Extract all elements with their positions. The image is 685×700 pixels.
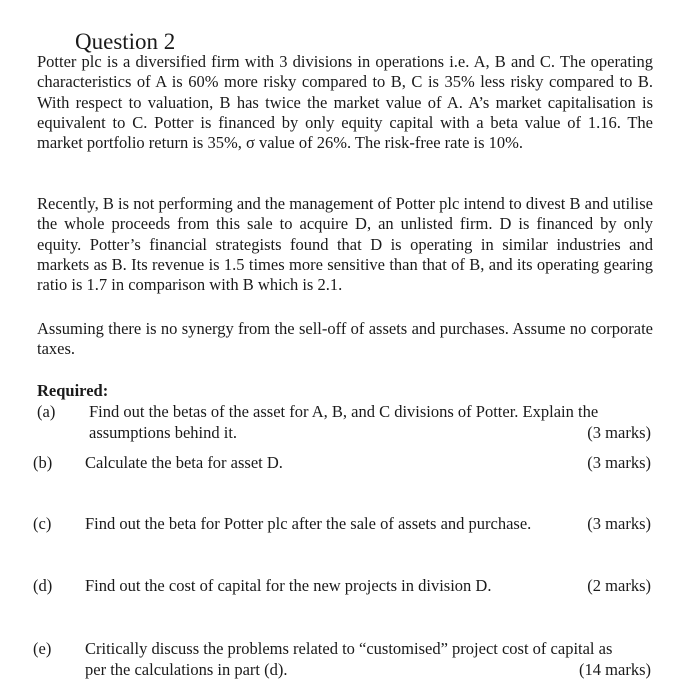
question-marks: (3 marks)	[587, 423, 651, 442]
question-text-line2: assumptions behind it.	[89, 423, 238, 442]
question-letter: (c)	[33, 514, 52, 533]
question-text-line1: Find out the betas of the asset for A, B, and C divisions of Potter. Explain the	[89, 402, 599, 421]
question-text: Calculate the beta for asset D.	[85, 453, 283, 472]
question-letter: (e)	[33, 639, 52, 658]
scenario-paragraph-2: Recently, B is not performing and the management of Potter plc intend to divest B and utilise the whole proceeds from this sale to acquire D, an unlisted firm. D is financed by only equity. Potter’s financial strategists found that D is operating in similar industries and markets as B. Its revenue is 1.5 times more sensitive than that of B, and its operating gearing ratio is 1.7 in comparison with B which is 2.1.	[37, 194, 653, 295]
question-letter: (b)	[33, 453, 53, 472]
required-heading: Required:	[37, 381, 109, 400]
question-text-line1: Critically discuss the problems related to “customised” project cost of capital as	[85, 639, 613, 658]
question-marks: (14 marks)	[579, 660, 651, 679]
question-text-line2: per the calculations in part (d).	[85, 660, 288, 679]
question-marks: (3 marks)	[587, 453, 651, 472]
question-marks: (3 marks)	[587, 514, 651, 533]
question-marks: (2 marks)	[587, 576, 651, 595]
question-title: Question 2	[75, 29, 176, 54]
assumptions-paragraph: Assuming there is no synergy from the sell-off of assets and purchases. Assume no corporate taxes.	[37, 319, 653, 359]
scenario-paragraph-1: Potter plc is a diversified firm with 3 divisions in operations i.e. A, B and C. The operating characteristics of A is 60% more risky compared to B, C is 35% less risky compared to B. With respect to valuation, B has twice the market value of A. A’s market capitalisation is equivalent to C. Potter is financed by only equity capital with a beta value of 1.16. The market portfolio return is 35%, σ value of 26%. The risk-free rate is 10%.	[37, 52, 653, 153]
question-letter: (a)	[37, 402, 56, 421]
question-text: Find out the beta for Potter plc after the sale of assets and purchase.	[85, 514, 532, 533]
question-letter: (d)	[33, 576, 53, 595]
question-text: Find out the cost of capital for the new projects in division D.	[85, 576, 492, 595]
